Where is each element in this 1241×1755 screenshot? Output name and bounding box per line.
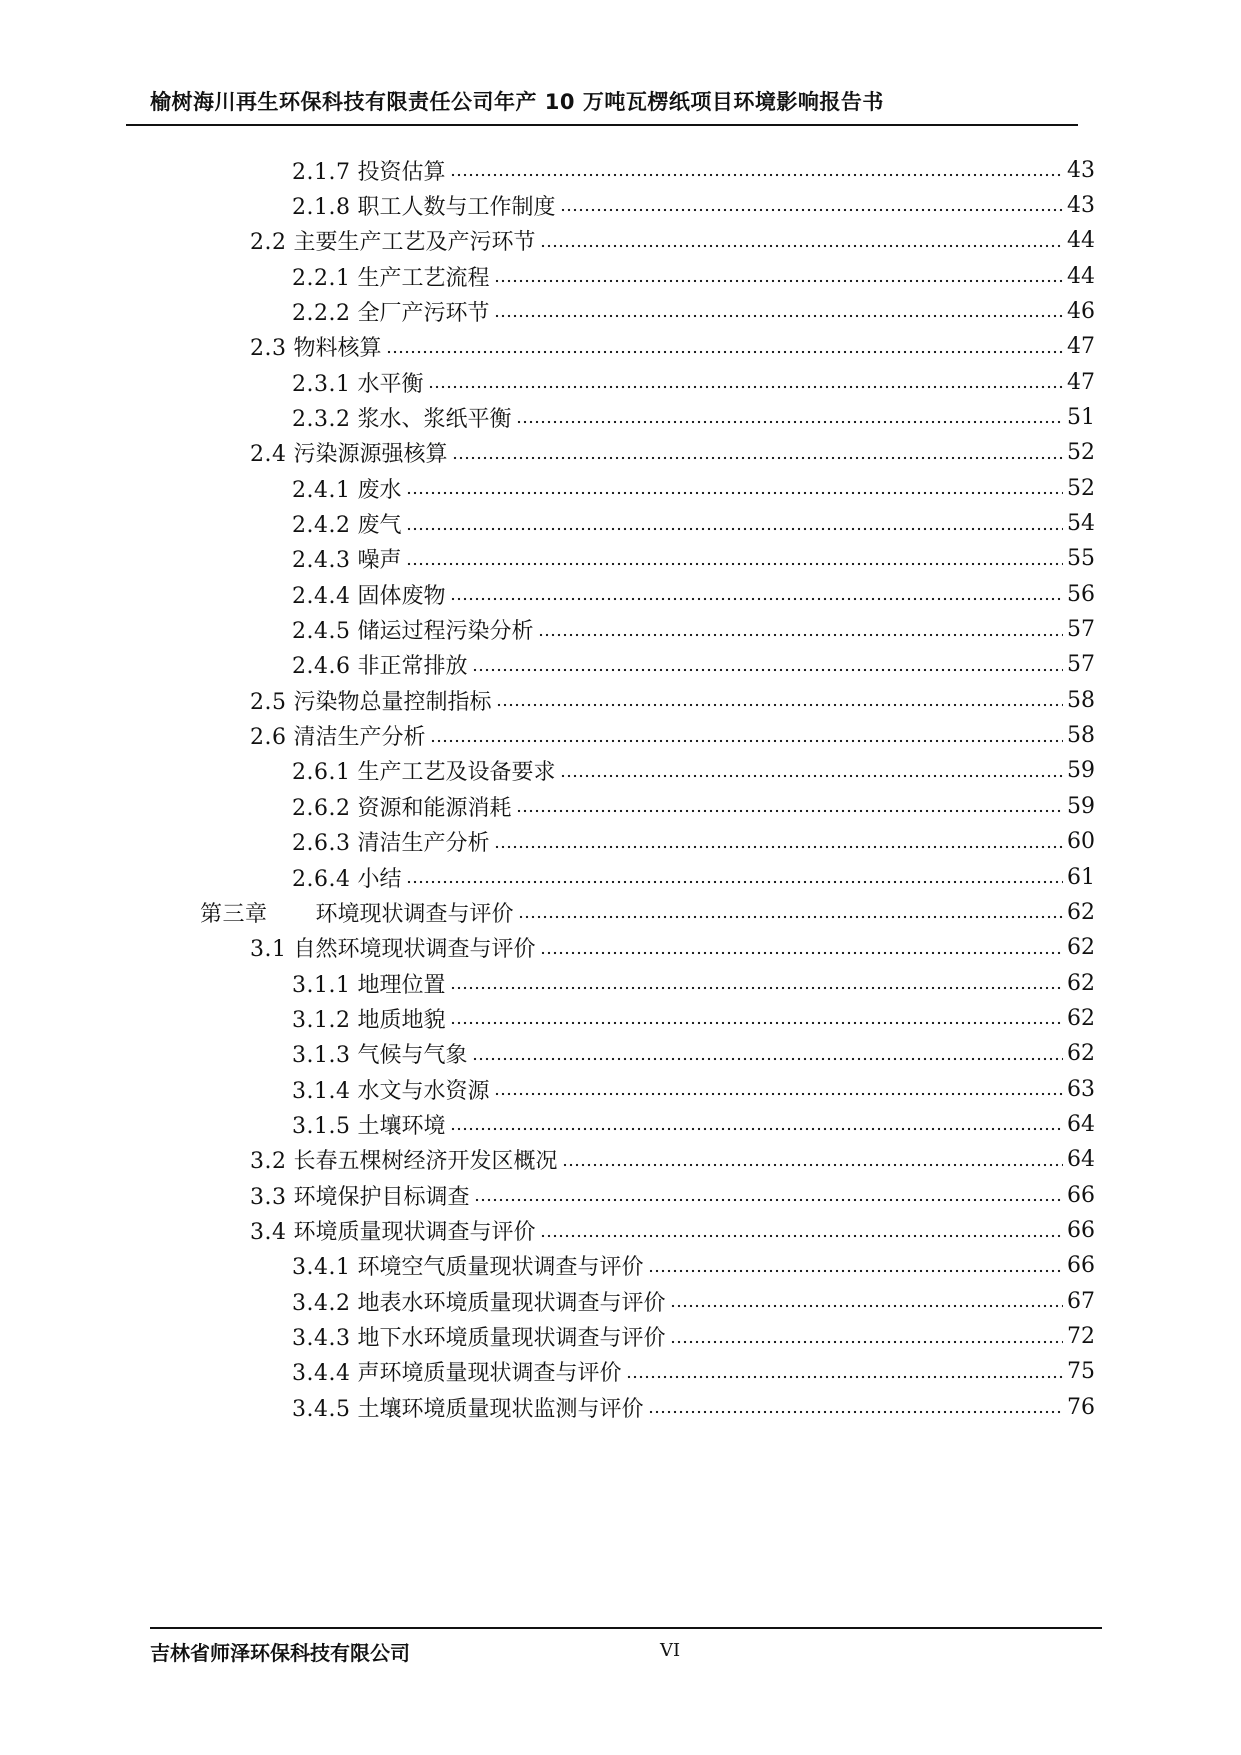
toc-entry-label [200, 897, 514, 928]
toc-entry-page: 52 [1067, 440, 1095, 466]
toc-entry-page: 66 [1067, 1182, 1095, 1208]
toc-entry-number: 2.2.2 [292, 300, 351, 326]
toc-entry-page: 57 [1067, 617, 1095, 643]
toc-entry-label [292, 473, 402, 504]
toc-entry-title: 环境质量现状调查与评价 [293, 1220, 536, 1245]
toc-entry-title: 污染源源强核算 [293, 442, 448, 468]
toc-entry-label [250, 331, 382, 362]
toc-entry-page: 58 [1067, 687, 1095, 713]
toc-entry-title: 声环境质量现状调查与评价 [357, 1361, 622, 1387]
toc-entry-number: 2.3 [250, 336, 287, 362]
toc-entry-separator [287, 1185, 294, 1210]
toc-dot-leader [450, 1127, 1064, 1131]
toc-entry-label [292, 1321, 666, 1352]
toc-entry[interactable] [292, 468, 1095, 508]
toc-entry-page: 72 [1067, 1324, 1095, 1350]
toc-entry-title: 投资估算 [357, 159, 446, 185]
toc-entry[interactable] [292, 751, 1095, 791]
toc-entry-title: 环境保护目标调查 [293, 1184, 470, 1210]
toc-entry-page: 62 [1067, 899, 1095, 925]
toc-entry-number: 2.3.1 [292, 371, 351, 397]
toc-entry-label [292, 190, 556, 221]
toc-dot-leader [516, 420, 1064, 424]
toc-entry-label [292, 826, 490, 857]
toc-entry-label [292, 155, 446, 186]
toc-entry-page: 46 [1067, 298, 1095, 324]
toc-entry-number: 3.1.2 [292, 1007, 351, 1033]
toc-entry-label [250, 1215, 536, 1246]
toc-dot-leader [450, 1021, 1064, 1025]
toc-entry-page: 43 [1067, 157, 1095, 183]
toc-entry-title: 全厂产污环节 [357, 300, 490, 326]
toc-entry-page: 66 [1067, 1253, 1095, 1279]
toc-entry-label [292, 543, 402, 574]
toc-entry-label [292, 614, 534, 645]
toc-entry-title: 废气 [357, 513, 402, 538]
toc-dot-leader [428, 385, 1064, 389]
toc-entry-number: 2.4.1 [292, 477, 351, 503]
toc-entry[interactable] [250, 1211, 1095, 1251]
toc-entry-separator [287, 442, 294, 467]
toc-entry-label [292, 1250, 644, 1281]
toc-dot-leader [452, 456, 1063, 460]
toc-entry-label [292, 1038, 468, 1069]
toc-entry-title: 土壤环境质量现状监测与评价 [357, 1396, 644, 1422]
toc-entry-label [292, 508, 402, 539]
toc-entry-number: 3.4.3 [292, 1326, 351, 1352]
toc-entry-number: 2.4 [250, 442, 287, 468]
toc-entry-separator [287, 1149, 294, 1174]
toc-dot-leader [648, 1269, 1064, 1273]
toc-entry-page: 44 [1067, 228, 1095, 254]
toc-dot-leader [538, 633, 1064, 637]
toc-entry-title: 浆水、浆纸平衡 [357, 406, 512, 432]
toc-entry-page: 51 [1067, 404, 1095, 430]
toc-entry-label [292, 296, 490, 327]
toc-dot-leader [540, 1234, 1063, 1238]
toc-entry-title: 水文与水资源 [357, 1078, 490, 1104]
toc-entry-label [292, 791, 512, 822]
toc-entry-page: 67 [1067, 1288, 1095, 1314]
toc-entry-number: 2.6.4 [292, 866, 351, 892]
toc-entry-separator [287, 937, 294, 962]
toc-entry-number: 2.3.2 [292, 406, 351, 432]
toc-dot-leader [562, 1163, 1063, 1167]
toc-entry-number: 2.4.4 [292, 583, 351, 609]
toc-dot-leader [494, 314, 1064, 318]
toc-dot-leader [670, 1304, 1064, 1308]
toc-entry-number: 3.4.4 [292, 1361, 351, 1387]
toc-dot-leader [560, 208, 1064, 212]
toc-entry-page: 52 [1067, 475, 1095, 501]
toc-entry-label [250, 1144, 558, 1175]
toc-entry-title: 主要生产工艺及产污环节 [293, 230, 536, 256]
toc-dot-leader [430, 739, 1063, 743]
toc-dot-leader [518, 915, 1063, 919]
toc-entry-page: 43 [1067, 192, 1095, 218]
toc-dot-leader [406, 562, 1064, 566]
toc-entry-label [250, 1180, 470, 1211]
toc-entry-title: 资源和能源消耗 [357, 795, 512, 821]
toc-entry-title: 储运过程污染分析 [357, 619, 534, 645]
toc-dot-leader [494, 279, 1064, 283]
toc-entry-page: 62 [1067, 1041, 1095, 1067]
toc-entry-page: 64 [1067, 1111, 1095, 1137]
toc-entry-label [292, 1392, 644, 1423]
toc-entry-title: 清洁生产分析 [357, 831, 490, 857]
toc-entry-separator [287, 725, 294, 750]
toc-entry-title: 物料核算 [293, 336, 382, 362]
toc-entry-title: 气候与气象 [357, 1043, 468, 1069]
toc-entry[interactable] [292, 998, 1095, 1038]
toc-entry-page: 62 [1067, 935, 1095, 961]
toc-entry-number: 3.3 [250, 1184, 287, 1210]
toc-entry[interactable] [292, 1387, 1095, 1427]
toc-entry-number: 2.6 [250, 725, 287, 751]
toc-entry[interactable] [292, 574, 1095, 614]
toc-entry-label [292, 402, 512, 433]
toc-entry[interactable] [292, 1352, 1095, 1392]
toc-entry-title: 长春五棵树经济开发区概况 [293, 1149, 558, 1175]
footer-divider [150, 1627, 1102, 1629]
toc-entry-title: 地下水环境质量现状调查与评价 [357, 1326, 666, 1352]
toc-entry-page: 57 [1067, 652, 1095, 678]
toc-entry-separator [287, 1220, 294, 1245]
toc-entry[interactable] [292, 362, 1095, 402]
toc-entry-label [292, 367, 424, 398]
toc-entry-number: 3.1 [250, 937, 287, 963]
toc-entry[interactable] [250, 1140, 1095, 1180]
toc-entry[interactable] [292, 1246, 1095, 1286]
toc-dot-leader [406, 880, 1064, 884]
toc-entry-label [250, 225, 536, 256]
toc-entry[interactable] [292, 1069, 1095, 1109]
toc-entry-page: 64 [1067, 1147, 1095, 1173]
toc-entry-number: 2.5 [250, 689, 287, 715]
toc-entry-number: 3.4 [250, 1220, 287, 1245]
toc-entry[interactable] [292, 150, 1095, 190]
toc-entry-page: 54 [1067, 511, 1095, 536]
toc-entry-page: 55 [1067, 546, 1095, 572]
toc-entry-page: 58 [1067, 723, 1095, 749]
toc-entry-title: 清洁生产分析 [293, 725, 426, 751]
toc-dot-leader [386, 350, 1063, 354]
toc-entry-label [292, 1356, 622, 1387]
toc-entry-page: 60 [1067, 829, 1095, 855]
toc-entry[interactable] [292, 185, 1095, 225]
toc-entry-label [292, 1074, 490, 1105]
toc-entry-separator [287, 230, 294, 255]
toc-entry-number: 3.1.5 [292, 1113, 351, 1139]
toc-entry-title: 土壤环境 [357, 1113, 446, 1139]
toc-entry[interactable] [292, 963, 1095, 1003]
toc-dot-leader [450, 986, 1064, 990]
toc-entry-title: 非正常排放 [357, 654, 468, 680]
toc-entry-page: 59 [1067, 793, 1095, 819]
toc-entry-title: 环境空气质量现状调查与评价 [357, 1255, 644, 1281]
toc-entry-number: 3.1.3 [292, 1043, 351, 1069]
toc-entry[interactable] [292, 857, 1095, 897]
toc-entry[interactable] [292, 1104, 1095, 1144]
toc-entry[interactable] [292, 822, 1095, 862]
header-divider [126, 124, 1078, 126]
toc-entry[interactable] [292, 397, 1095, 437]
toc-entry-label [292, 261, 490, 292]
toc-entry-number: 2.2 [250, 230, 287, 256]
toc-entry[interactable] [250, 680, 1095, 720]
toc-entry-page: 56 [1067, 581, 1095, 607]
toc-entry[interactable] [292, 645, 1095, 685]
toc-entry-label [292, 862, 402, 893]
toc-entry[interactable] [250, 1175, 1095, 1215]
toc-entry-page: 75 [1067, 1359, 1095, 1385]
toc-entry-number: 2.4.2 [292, 513, 351, 538]
toc-entry-title: 地表水环境质量现状调查与评价 [357, 1290, 666, 1316]
toc-entry-number: 3.2 [250, 1149, 287, 1175]
toc-entry-title: 环境现状调查与评价 [315, 901, 514, 927]
toc-dot-leader [450, 173, 1064, 177]
toc-dot-leader [496, 703, 1063, 707]
toc-entry-number: 3.4.1 [292, 1255, 351, 1281]
toc-entry-number: 2.6.1 [292, 760, 351, 786]
toc-entry[interactable] [292, 539, 1095, 579]
toc-entry-title: 地理位置 [357, 972, 446, 998]
toc-entry-number: 3.1.1 [292, 972, 351, 998]
toc-entry-label [250, 932, 536, 963]
toc-entry-number: 2.4.6 [292, 654, 351, 680]
toc-entry-number: 2.2.1 [292, 265, 351, 291]
toc-entry-number: 3.4.2 [292, 1290, 351, 1316]
toc-entry-label [292, 755, 556, 786]
toc-entry-page: 59 [1067, 758, 1095, 784]
toc-entry-separator [287, 336, 294, 361]
toc-entry-page: 47 [1067, 334, 1095, 360]
toc-dot-leader [560, 774, 1064, 778]
toc-entry[interactable] [292, 1317, 1095, 1357]
toc-dot-leader [474, 1198, 1063, 1202]
toc-entry[interactable] [292, 610, 1095, 650]
toc-entry[interactable] [250, 221, 1095, 261]
toc-entry[interactable] [292, 504, 1095, 544]
toc-entry[interactable] [200, 892, 1095, 932]
toc-entry-label [292, 1003, 446, 1034]
toc-entry-title: 固体废物 [357, 583, 446, 609]
toc-entry[interactable] [292, 1034, 1095, 1074]
toc-entry-title: 水平衡 [357, 371, 424, 397]
toc-dot-leader [472, 1057, 1064, 1061]
toc-entry-number: 2.4.3 [292, 548, 351, 574]
toc-entry-label [292, 1286, 666, 1317]
toc-dot-leader [472, 668, 1064, 672]
toc-entry-page: 62 [1067, 970, 1095, 996]
toc-entry-title: 生产工艺及设备要求 [357, 760, 556, 786]
toc-entry[interactable] [292, 256, 1095, 296]
toc-entry-label [292, 649, 468, 680]
toc-entry-page: 61 [1067, 864, 1095, 890]
toc-dot-leader [516, 809, 1064, 813]
toc-entry-label [292, 579, 446, 610]
toc-entry[interactable] [292, 291, 1095, 331]
toc-dot-leader [494, 845, 1064, 849]
toc-entry-title: 小结 [357, 866, 402, 892]
toc-entry-page: 44 [1067, 263, 1095, 289]
toc-dot-leader [626, 1375, 1064, 1379]
toc-entry-title: 地质地貌 [357, 1007, 446, 1033]
toc-entry-title: 噪声 [357, 548, 402, 574]
toc-entry[interactable] [250, 716, 1095, 756]
toc-entry-title: 生产工艺流程 [357, 265, 490, 291]
toc-dot-leader [540, 951, 1063, 955]
toc-entry-number: 2.4.5 [292, 619, 351, 645]
footer-company-name: 吉林省师泽环保科技有限公司 [150, 1641, 410, 1665]
toc-entry-number: 2.6.2 [292, 795, 351, 821]
toc-dot-leader [406, 491, 1064, 495]
toc-entry[interactable] [292, 1281, 1095, 1321]
toc-entry-label [250, 720, 426, 751]
report-title: 榆树海川再生环保科技有限责任公司年产 10 万吨瓦楞纸项目环境影响报告书 [150, 90, 884, 114]
toc-entry[interactable] [250, 928, 1095, 968]
toc-dot-leader [540, 244, 1063, 248]
toc-dot-leader [406, 527, 1064, 531]
toc-entry-label [250, 685, 492, 716]
toc-entry-page: 76 [1067, 1394, 1095, 1420]
toc-entry-page: 47 [1067, 369, 1095, 395]
toc-entry[interactable] [250, 433, 1095, 473]
toc-entry-page: 66 [1067, 1218, 1095, 1243]
toc-entry-number: 3.1.4 [292, 1078, 351, 1104]
toc-entry[interactable] [250, 327, 1095, 367]
toc-entry-number: 第三章 [200, 901, 268, 927]
toc-entry-title: 废水 [357, 477, 402, 503]
toc-dot-leader [450, 597, 1064, 601]
toc-dot-leader [670, 1340, 1064, 1344]
toc-entry-number: 2.6.3 [292, 831, 351, 857]
toc-entry-page: 63 [1067, 1076, 1095, 1102]
toc-entry-title: 污染物总量控制指标 [293, 689, 492, 715]
toc-entry-number: 3.4.5 [292, 1396, 351, 1422]
toc-entry-separator [287, 690, 294, 715]
toc-entry-label [292, 1109, 446, 1140]
toc-entry-label [250, 437, 448, 468]
toc-entry-label [292, 968, 446, 999]
toc-entry-page: 62 [1067, 1005, 1095, 1031]
toc-entry-title: 自然环境现状调查与评价 [293, 937, 536, 963]
toc-dot-leader [648, 1410, 1064, 1414]
toc-entry-number: 2.1.7 [292, 159, 351, 185]
toc-entry-number: 2.1.8 [292, 194, 351, 220]
footer-page-number: VI [660, 1640, 681, 1661]
toc-entry[interactable] [292, 786, 1095, 826]
toc-dot-leader [494, 1092, 1064, 1096]
toc-entry-title: 职工人数与工作制度 [357, 194, 556, 220]
